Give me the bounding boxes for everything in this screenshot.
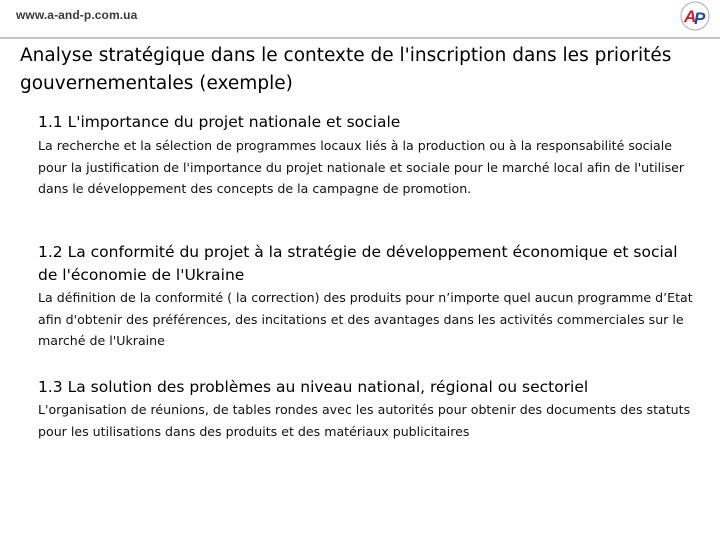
section-problem-solving [38,375,698,442]
section-heading: 1.1 L'importance du projet nationale et sociale [38,113,401,131]
header-divider [0,37,720,39]
section-body: L'organisation de réunions, de tables rondes avec les autorités pour obtenir des documents des statuts pour les utilisations dans des produits et des matériaux publicitaires [38,402,691,439]
section-heading: 1.2 La conformité du projet à la stratégie de développement économique et social de l'économie de l'Ukraine [38,243,678,284]
page-title: Analyse stratégique dans le contexte de l'inscription dans les priorités gouvernementales (exemple) [20,45,672,94]
section-body: La définition de la conformité ( la correction) des produits pour n’importe quel aucun programme d’Etat afin d'obtenir des préférences, des incitations et des avantages dans les activités commerciales sur le marché de l'Ukraine [38,290,693,348]
section-heading: 1.3 La solution des problèmes au niveau national, régional ou sectoriel [38,378,589,396]
section-strategy-conformity [38,241,698,352]
logo-letter-p: P [694,9,706,28]
section-project-importance [38,110,698,200]
logo-mark-icon [676,0,714,32]
section-body: La recherche et la sélection de programmes locaux liés à la production ou à la responsabilité sociale pour la justification de l'importance du projet nationale et sociale pour le marché local afin de l'utiliser dans le développement des concepts de la campagne de promotion. [38,138,685,196]
company-logo [676,0,714,32]
logo-letter-a: A [684,7,697,26]
site-url: www.a-and-p.com.ua [16,8,138,22]
